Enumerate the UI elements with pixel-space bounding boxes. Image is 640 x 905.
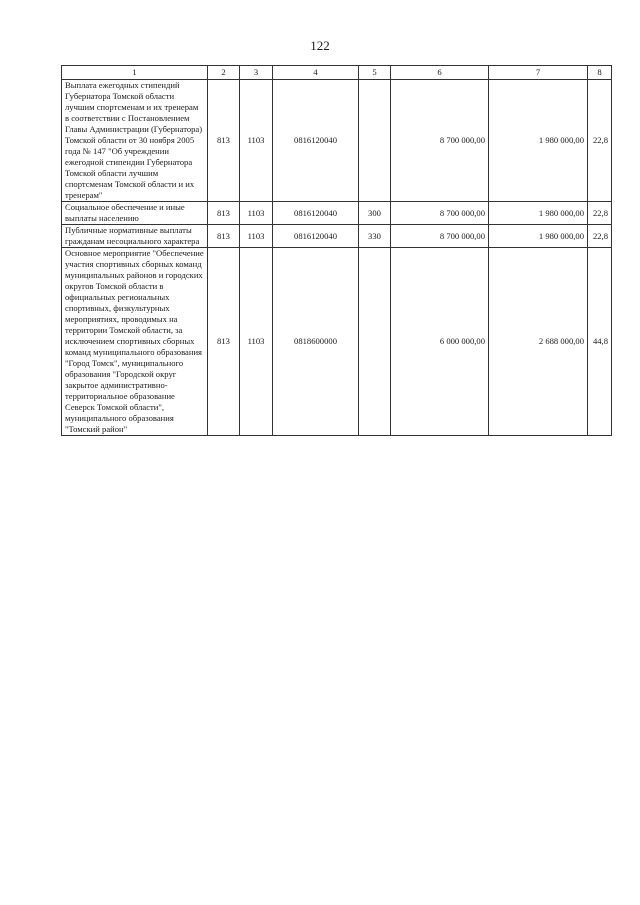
col-header-5: 5	[359, 66, 391, 80]
col-header-4: 4	[273, 66, 359, 80]
col-header-7: 7	[489, 66, 588, 80]
row-description: Публичные нормативные выплаты гражданам несоциального характера	[62, 225, 208, 248]
section-code: 1103	[240, 248, 273, 436]
execution-percent: 22,8	[588, 80, 612, 202]
expense-type-code	[359, 80, 391, 202]
planned-amount: 6 000 000,00	[391, 248, 489, 436]
planned-amount: 8 700 000,00	[391, 80, 489, 202]
row-description: Основное мероприятие "Обеспечение участия спортивных сборных команд муниципальных районов и городских округов Томской области в официальных региональных спортивных, физкультурных мероприятиях, проводимых на территории Томской области, за исключением спортивных сборных команд муниципального образования "Город Томск", муниципального образования "Городской округ закрытое административно-территориальное образование Северск Томской области", муниципального образования "Томский район"	[62, 248, 208, 436]
expense-type-code: 330	[359, 225, 391, 248]
target-article-code: 0816120040	[273, 80, 359, 202]
section-code: 1103	[240, 225, 273, 248]
target-article-code: 0816120040	[273, 225, 359, 248]
executed-amount: 1 980 000,00	[489, 80, 588, 202]
row-description: Выплата ежегодных стипендий Губернатора Томской области лучшим спортсменам и их тренерам в соответствии с Постановлением Главы Администрации (Губернатора) Томской области от 30 ноября 2005 года № 147 "Об учреждении ежегодной стипендии Губернатора Томской области лучшим спортсменам Томской области и их тренерам"	[62, 80, 208, 202]
header-row	[62, 66, 612, 80]
table-row	[62, 80, 612, 202]
col-header-3: 3	[240, 66, 273, 80]
page-number: 122	[310, 38, 330, 53]
table-row	[62, 248, 612, 436]
executed-amount: 1 980 000,00	[489, 202, 588, 225]
ministry-code: 813	[208, 202, 240, 225]
col-header-2: 2	[208, 66, 240, 80]
planned-amount: 8 700 000,00	[391, 225, 489, 248]
table-row	[62, 225, 612, 248]
execution-percent: 44,8	[588, 248, 612, 436]
col-header-6: 6	[391, 66, 489, 80]
execution-percent: 22,8	[588, 202, 612, 225]
col-header-8: 8	[588, 66, 612, 80]
section-code: 1103	[240, 202, 273, 225]
ministry-code: 813	[208, 248, 240, 436]
expense-type-code: 300	[359, 202, 391, 225]
table-row	[62, 202, 612, 225]
col-header-1: 1	[62, 66, 208, 80]
budget-table	[61, 65, 612, 436]
execution-percent: 22,8	[588, 225, 612, 248]
target-article-code: 0818600000	[273, 248, 359, 436]
planned-amount: 8 700 000,00	[391, 202, 489, 225]
row-description: Социальное обеспечение и иные выплаты населению	[62, 202, 208, 225]
section-code: 1103	[240, 80, 273, 202]
target-article-code: 0816120040	[273, 202, 359, 225]
ministry-code: 813	[208, 80, 240, 202]
expense-type-code	[359, 248, 391, 436]
executed-amount: 2 688 000,00	[489, 248, 588, 436]
ministry-code: 813	[208, 225, 240, 248]
executed-amount: 1 980 000,00	[489, 225, 588, 248]
